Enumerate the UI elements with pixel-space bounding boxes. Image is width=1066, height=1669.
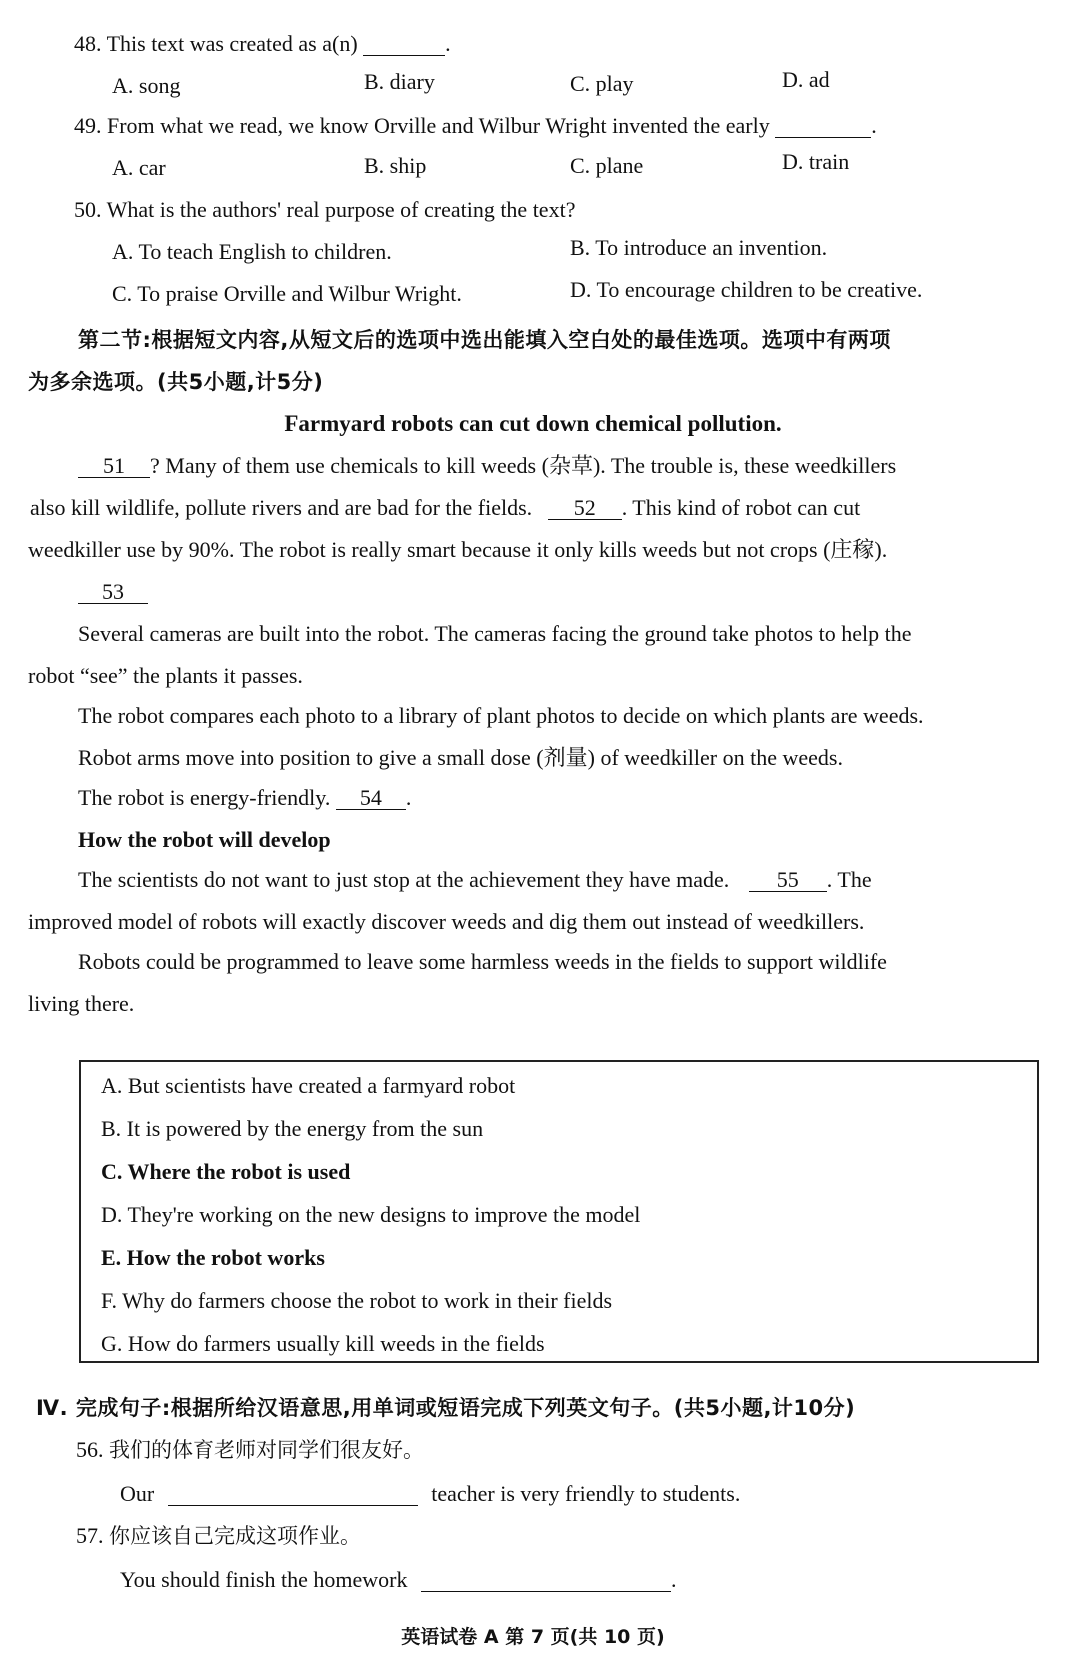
blank-53[interactable]: 53 xyxy=(78,581,148,604)
passage-paragraph-6-line-2: improved model of robots will exactly discover weeds and dig them out instead of weedkillers. xyxy=(28,909,865,934)
blank-55[interactable]: 55 xyxy=(749,869,827,892)
passage-subheading: How the robot will develop xyxy=(78,827,331,852)
option-48-c[interactable]: C. play xyxy=(570,71,634,96)
answer-blank[interactable] xyxy=(775,115,871,138)
option-f[interactable]: F. Why do farmers choose the robot to work in their fields xyxy=(101,1288,613,1313)
option-e[interactable]: E. How the robot works xyxy=(101,1245,325,1270)
question-number: 56. xyxy=(76,1437,104,1462)
option-48-a[interactable]: A. song xyxy=(112,73,181,98)
question-number: 57. xyxy=(76,1523,104,1548)
option-49-c[interactable]: C. plane xyxy=(570,153,644,178)
question-57-sentence: You should finish the homework . xyxy=(120,1567,677,1592)
passage-paragraph-2-line-2: robot “see” the plants it passes. xyxy=(28,663,303,688)
passage-paragraph-6-line-1: The scientists do not want to just stop at the achievement they have made. 55 . The xyxy=(78,867,872,892)
passage-blank-53-line xyxy=(78,578,148,606)
option-48-b[interactable]: B. diary xyxy=(364,69,435,94)
option-50-d[interactable]: D. To encourage children to be creative. xyxy=(570,277,923,302)
question-number: 48. xyxy=(74,31,102,56)
option-50-a[interactable]: A. To teach English to children. xyxy=(112,239,392,264)
blank-52[interactable]: 52 xyxy=(548,497,622,520)
passage-paragraph-7-line-2: living there. xyxy=(28,991,135,1016)
blank-51[interactable]: 51 xyxy=(78,455,150,478)
option-49-a[interactable]: A. car xyxy=(112,155,166,180)
option-g[interactable]: G. How do farmers usually kill weeds in the fields xyxy=(101,1331,545,1356)
section-4-heading: Ⅳ. 完成句子:根据所给汉语意思,用单词或短语完成下列英文句子。(共5小题,计10分) xyxy=(36,1396,856,1420)
option-d[interactable]: D. They're working on the new designs to improve the model xyxy=(101,1202,641,1227)
option-b[interactable]: B. It is powered by the energy from the sun xyxy=(101,1116,484,1141)
option-48-d[interactable]: D. ad xyxy=(782,67,830,92)
question-56-sentence: Our teacher is very friendly to students. xyxy=(120,1481,741,1506)
question-stem: This text was created as a(n) xyxy=(106,31,358,56)
passage-paragraph-7-line-1: Robots could be programmed to leave some harmless weeds in the fields to support wildlife xyxy=(78,949,887,974)
option-c[interactable]: C. Where the robot is used xyxy=(101,1159,351,1184)
passage-paragraph-3: The robot compares each photo to a library of plant photos to decide on which plants are weeds. xyxy=(78,703,924,728)
option-50-b[interactable]: B. To introduce an invention. xyxy=(570,235,828,260)
option-49-d[interactable]: D. train xyxy=(782,149,850,174)
passage-paragraph-1-line-3: weedkiller use by 90%. The robot is really smart because it only kills weeds but not crops (庄稼). xyxy=(28,537,888,562)
passage-title: Farmyard robots can cut down chemical pollution. xyxy=(284,411,782,436)
passage-paragraph-1-line-2: also kill wildlife, pollute rivers and are bad for the fields. 52 . This kind of robot can cut xyxy=(30,495,861,520)
question-stem: From what we read, we know Orville and Wilbur Wright invented the early xyxy=(107,113,770,138)
question-48: 48. This text was created as a(n) . xyxy=(74,31,451,56)
question-57-chinese: 57. 你应该自己完成这项作业。 xyxy=(76,1523,361,1548)
question-stem: What is the authors' real purpose of creating the text? xyxy=(106,197,576,222)
question-number: 50. xyxy=(74,197,102,222)
blank-54[interactable]: 54 xyxy=(336,787,406,810)
passage-paragraph-1-line-1: 51 ? Many of them use chemicals to kill weeds (杂草). The trouble is, these weedkillers xyxy=(78,452,896,480)
question-49: 49. From what we read, we know Orville and Wilbur Wright invented the early . xyxy=(74,113,877,138)
question-56-chinese: 56. 我们的体育老师对同学们很友好。 xyxy=(76,1437,424,1462)
passage-paragraph-4: Robot arms move into position to give a small dose (剂量) of weedkiller on the weeds. xyxy=(78,745,843,770)
option-49-b[interactable]: B. ship xyxy=(364,153,427,178)
passage-paragraph-5: The robot is energy-friendly. 54 . xyxy=(78,785,412,810)
answer-blank-57[interactable] xyxy=(421,1569,671,1592)
section-2-instruction-line-2: 为多余选项。(共5小题,计5分) xyxy=(28,370,324,394)
passage-paragraph-2-line-1: Several cameras are built into the robot. The cameras facing the ground take photos to help the xyxy=(78,621,912,646)
question-50 xyxy=(74,196,575,224)
page-footer: 英语试卷 A 第 7 页(共 10 页) xyxy=(401,1626,665,1648)
option-50-c[interactable]: C. To praise Orville and Wilbur Wright. xyxy=(112,281,462,306)
section-2-instruction-line-1: 第二节:根据短文内容,从短文后的选项中选出能填入空白处的最佳选项。选项中有两项 xyxy=(78,328,891,352)
answer-blank-56[interactable] xyxy=(168,1483,418,1506)
options-box xyxy=(79,1060,1039,1363)
option-a[interactable]: A. But scientists have created a farmyard robot xyxy=(101,1073,516,1098)
answer-blank[interactable] xyxy=(363,33,445,56)
question-number: 49. xyxy=(74,113,102,138)
